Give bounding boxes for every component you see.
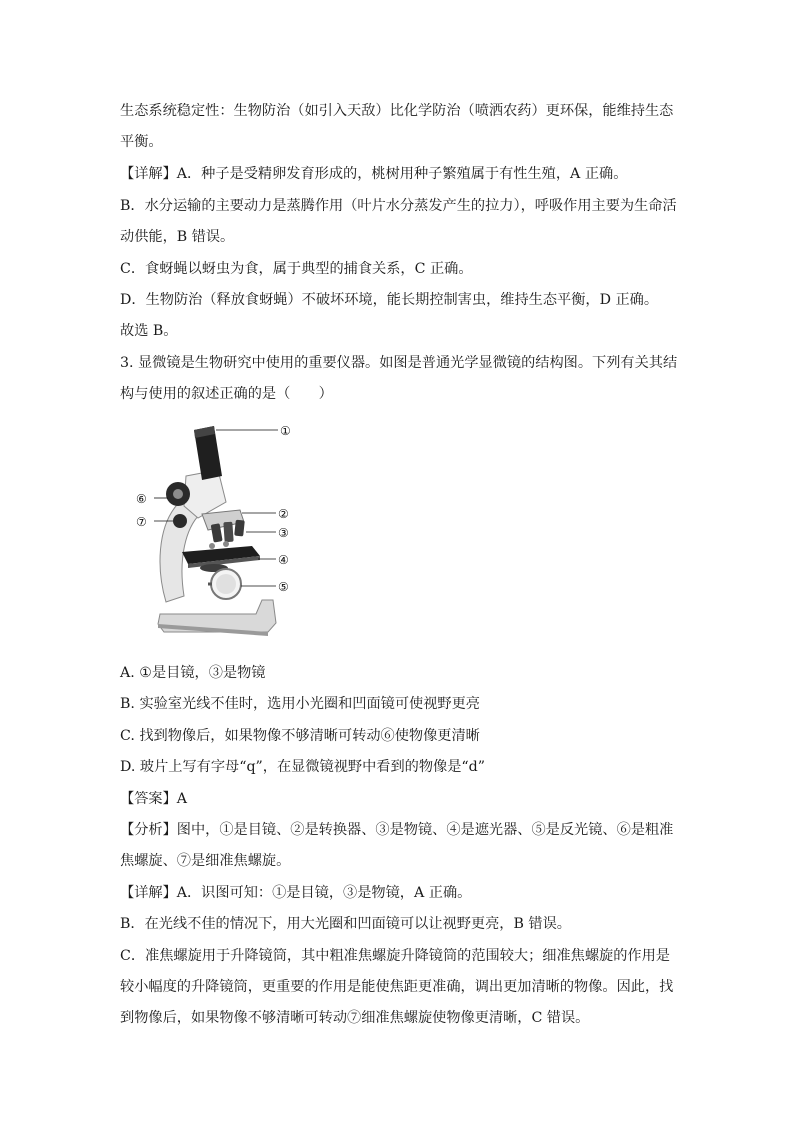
text-line-6: C．食蚜蝇以蚜虫为食，属于典型的捕食关系，C 正确。: [120, 261, 473, 277]
question-stem-line-2: 构与使用的叙述正确的是（ ）: [120, 386, 333, 402]
microscope-illustration: [128, 418, 310, 648]
explanation-line-4: 较小幅度的升降镜筒，更重要的作用是能使焦距更准确，调出更加清晰的物像。因此，找: [120, 979, 674, 995]
text-line-3: 【详解】A．种子是受精卵发育形成的，桃树用种子繁殖属于有性生殖，A 正确。: [120, 166, 628, 182]
text-line-1: 生态系统稳定性：生物防治（如引入天敌）比化学防治（喷洒农药）更环保，能维持生态: [120, 103, 674, 119]
explanation-line-3: C．准焦螺旋用于升降镜筒，其中粗准焦螺旋升降镜筒的范围较大；细准焦螺旋的作用是: [120, 948, 670, 964]
option-c: C. 找到物像后，如果物像不够清晰可转动⑥使物像更清晰: [120, 728, 480, 744]
question-stem-line-1: 3. 显微镜是生物研究中使用的重要仪器。如图是普通光学显微镜的结构图。下列有关其结: [120, 355, 678, 371]
analysis-line-2: 焦螺旋、⑦是细准焦螺旋。: [120, 853, 291, 869]
microscope-figure: [128, 418, 310, 648]
text-line-5: 动供能，B 错误。: [120, 229, 235, 245]
option-d: D. 玻片上写有字母“q”，在显微镜视野中看到的物像是“d”: [120, 759, 486, 775]
analysis-line-1: 【分析】图中，①是目镜、②是转换器、③是物镜、④是遮光器、⑤是反光镜、⑥是粗准: [120, 822, 674, 838]
explanation-line-1: 【详解】A．识图可知：①是目镜，③是物镜，A 正确。: [120, 885, 472, 901]
text-line-8: 故选 B。: [120, 323, 178, 339]
option-b: B. 实验室光线不佳时，选用小光圈和凹面镜可使视野更亮: [120, 696, 480, 712]
option-a: A. ①是目镜，③是物镜: [120, 665, 266, 681]
text-line-7: D．生物防治（释放食蚜蝇）不破坏环境，能长期控制害虫，维持生态平衡，D 正确。: [120, 292, 659, 308]
label-4: ④: [278, 553, 289, 567]
label-2: ②: [278, 507, 289, 521]
label-5: ⑤: [278, 580, 289, 594]
label-3: ③: [278, 526, 289, 540]
text-line-4: B．水分运输的主要动力是蒸腾作用（叶片水分蒸发产生的拉力），呼吸作用主要为生命活: [120, 198, 677, 214]
explanation-line-5: 到物像后，如果物像不够清晰可转动⑦细准焦螺旋使物像更清晰，C 错误。: [120, 1010, 590, 1026]
label-7: ⑦: [136, 515, 147, 529]
label-6: ⑥: [136, 492, 147, 506]
text-line-2: 平衡。: [120, 134, 163, 150]
explanation-line-2: B．在光线不佳的情况下，用大光圈和凹面镜可以让视野更亮，B 错误。: [120, 916, 571, 932]
answer-line: 【答案】A: [120, 791, 187, 807]
label-1: ①: [280, 424, 291, 438]
